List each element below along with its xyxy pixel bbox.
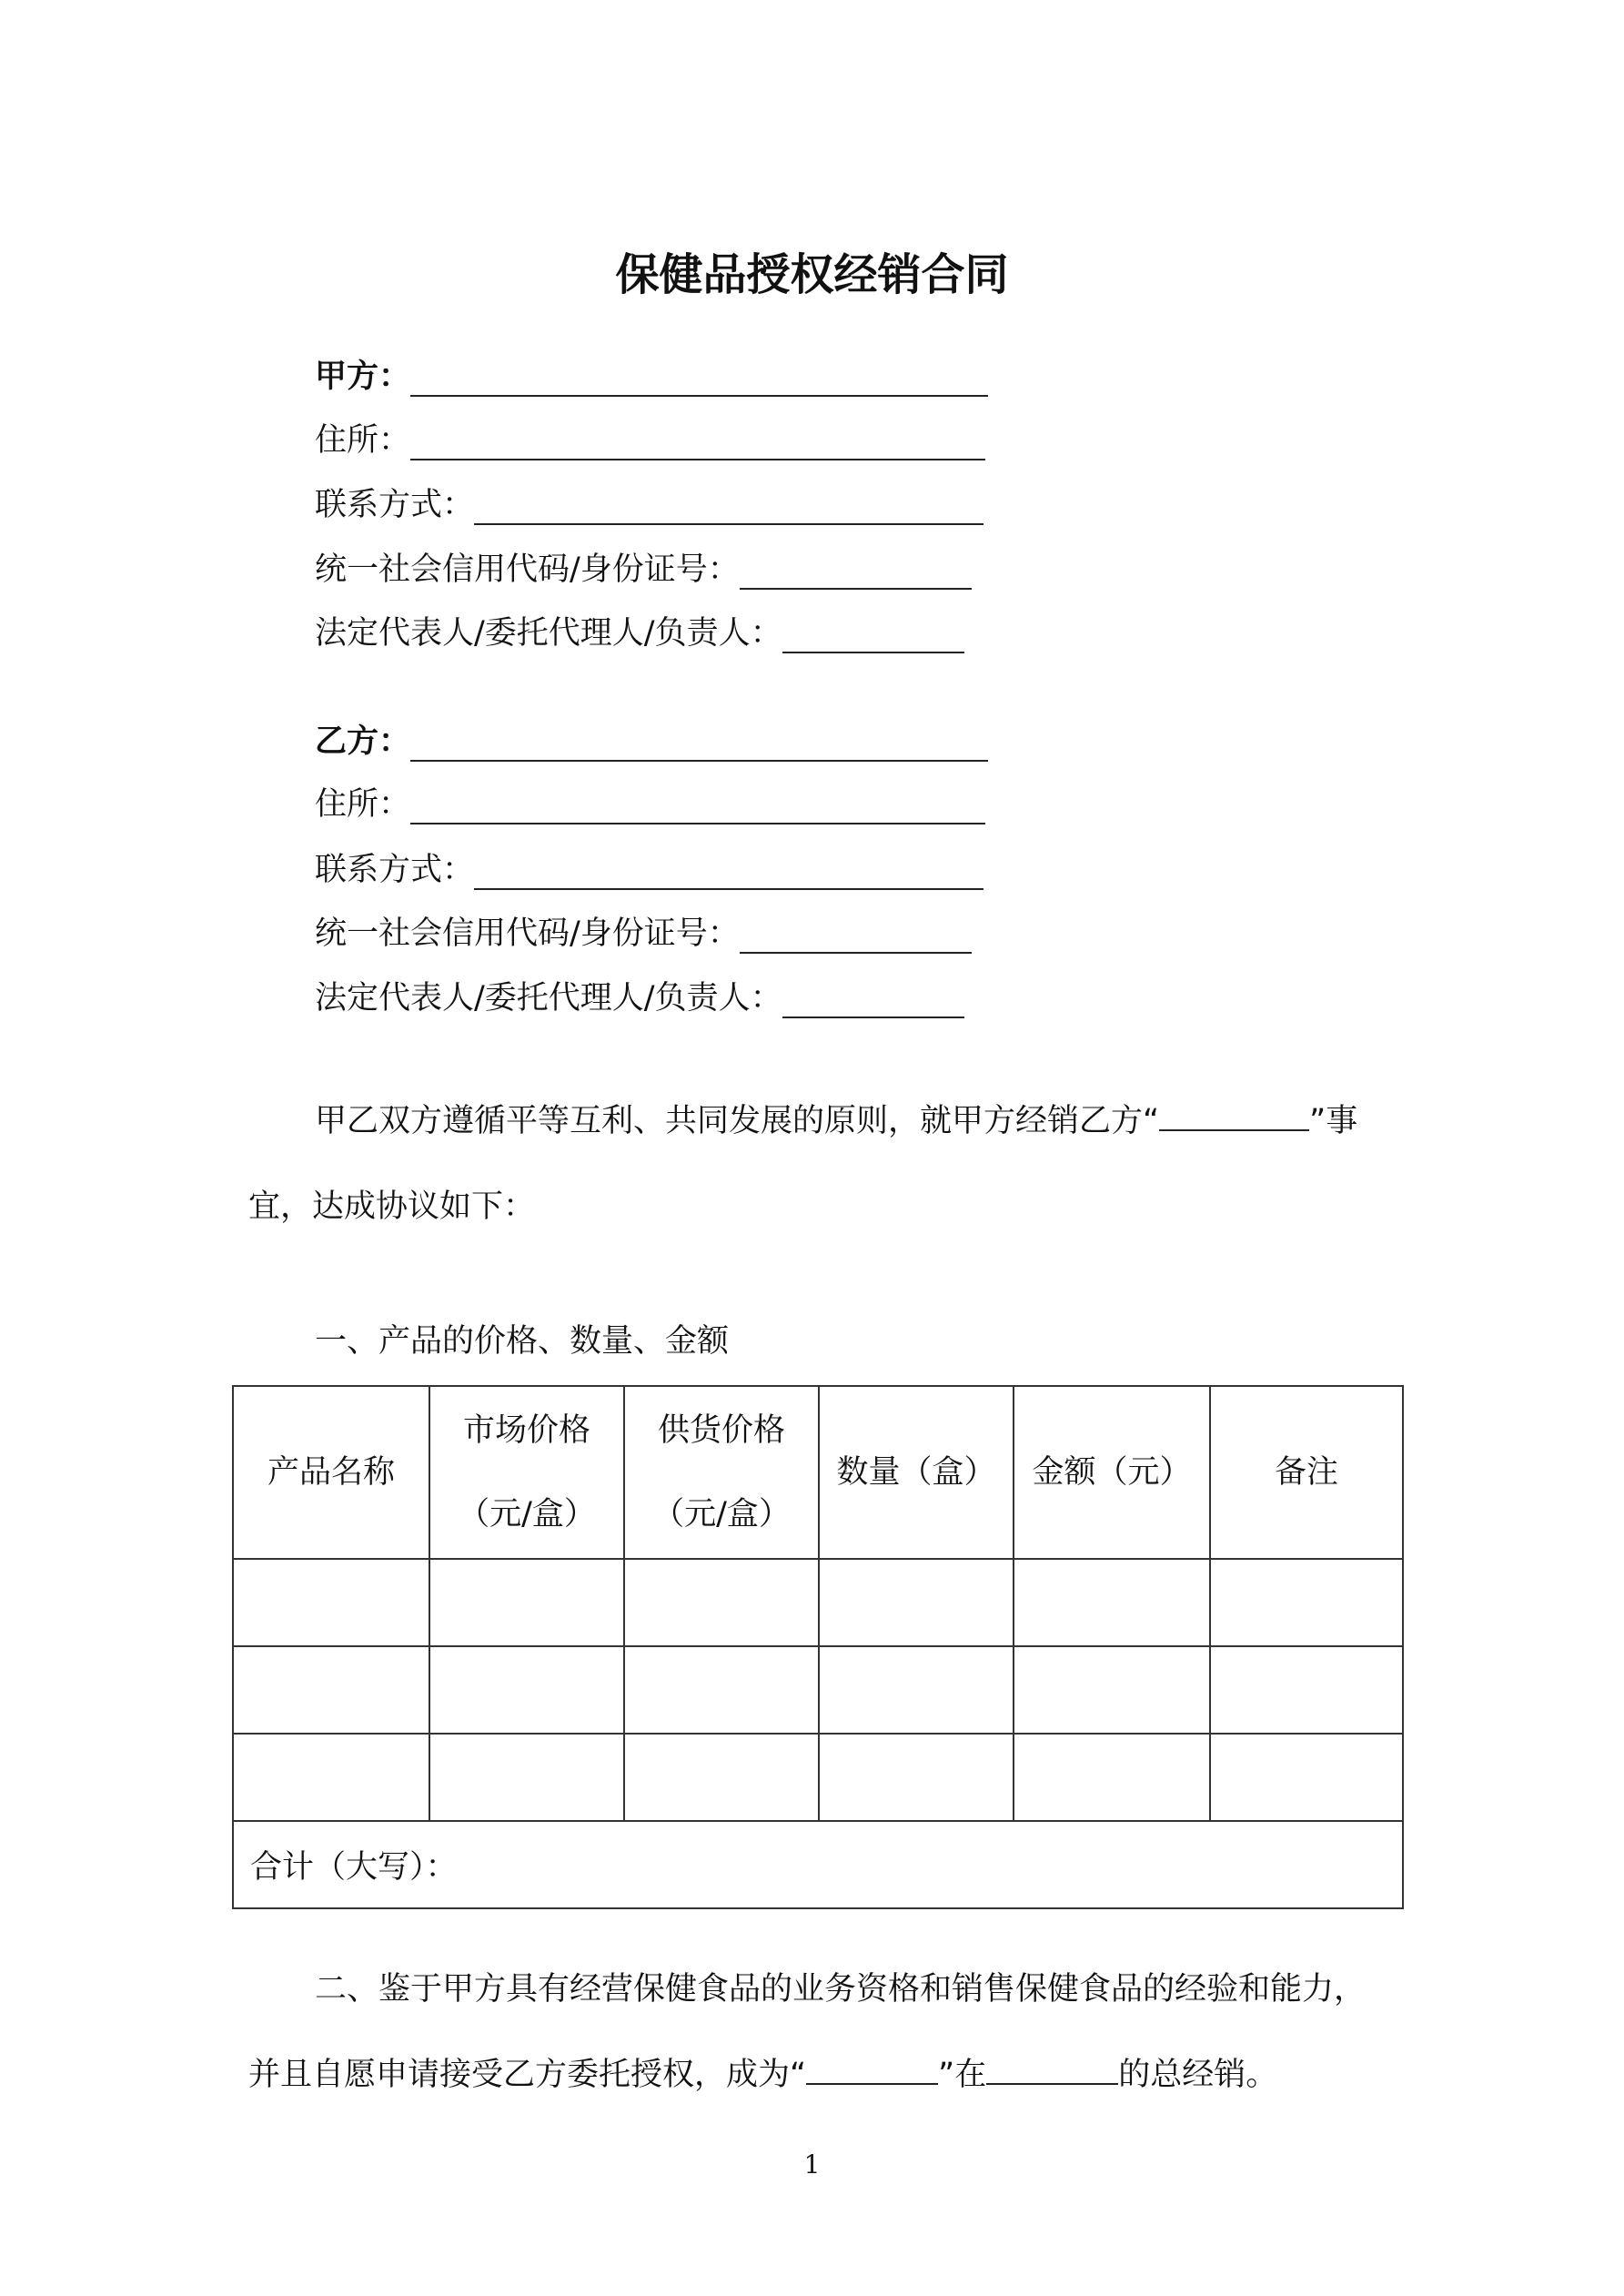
- product-name-blank[interactable]: [1159, 1102, 1309, 1131]
- header-quantity: 数量（盒）: [819, 1386, 1014, 1559]
- header-market-price: 市场价格 （元/盒）: [429, 1386, 624, 1559]
- party-a-contact-field: [315, 485, 983, 525]
- total-label[interactable]: 合计（大写）：: [233, 1821, 1403, 1908]
- party-b-contact-blank[interactable]: [474, 857, 983, 890]
- table-cell[interactable]: [429, 1646, 624, 1734]
- header-product-name: 产品名称: [233, 1386, 429, 1559]
- table-row: [233, 1646, 1403, 1734]
- table-row: [233, 1559, 1403, 1646]
- table-cell[interactable]: [233, 1734, 429, 1821]
- rep-label: 法定代表人/委托代理人/负责人：: [315, 615, 782, 652]
- party-a-address-field: [315, 420, 985, 460]
- table-row: [233, 1734, 1403, 1821]
- document-title: 保健品授权经销合同: [615, 249, 1009, 300]
- table-cell[interactable]: [1014, 1734, 1210, 1821]
- party-b-name-blank[interactable]: [410, 729, 988, 762]
- address-label: 住所：: [315, 422, 411, 459]
- intro-text: 甲乙双方遵循平等互利、共同发展的原则，就甲方经销乙方“: [315, 1103, 1160, 1139]
- id-label: 统一社会信用代码/身份证号：: [315, 551, 740, 588]
- party-a-rep-blank[interactable]: [782, 621, 964, 653]
- section-1-title: 一、产品的价格、数量、金额: [315, 1323, 730, 1360]
- rep-label: 法定代表人/委托代理人/负责人：: [315, 980, 782, 1017]
- distributor-product-blank[interactable]: [806, 2056, 938, 2085]
- party-a-id-field: [315, 550, 972, 590]
- page-number: 1: [803, 2149, 821, 2180]
- product-table: [232, 1385, 1404, 1909]
- table-cell[interactable]: [1210, 1734, 1403, 1821]
- party-a-label: 甲方：: [315, 359, 411, 395]
- party-b-id-blank[interactable]: [740, 921, 972, 954]
- table-cell[interactable]: [624, 1559, 819, 1646]
- intro-line-2: 宜，达成协议如下：: [248, 1188, 536, 1225]
- intro-line-1: [315, 1101, 1357, 1141]
- table-cell[interactable]: [233, 1559, 429, 1646]
- party-b-rep-blank[interactable]: [782, 986, 964, 1018]
- party-a-name-blank[interactable]: [410, 364, 988, 397]
- party-b-label: 乙方：: [315, 723, 411, 760]
- table-cell[interactable]: [1210, 1559, 1403, 1646]
- section-2-line-2: [248, 2055, 1277, 2095]
- header-amount: 金额（元）: [1014, 1386, 1210, 1559]
- party-a-name-field: [315, 357, 988, 397]
- table-cell[interactable]: [819, 1559, 1014, 1646]
- party-b-id-field: [315, 914, 972, 954]
- party-b-address-blank[interactable]: [410, 792, 985, 824]
- party-a-id-blank[interactable]: [740, 557, 972, 590]
- table-cell[interactable]: [819, 1734, 1014, 1821]
- table-cell[interactable]: [1014, 1646, 1210, 1734]
- table-cell[interactable]: [429, 1559, 624, 1646]
- party-b-rep-field: [315, 978, 964, 1018]
- intro-text-end: ”事: [1309, 1103, 1358, 1139]
- party-b-name-field: [315, 722, 988, 762]
- party-a-rep-field: [315, 613, 964, 653]
- section-2-text-mid: ”在: [938, 2057, 987, 2093]
- header-supply-price: 供货价格 （元/盒）: [624, 1386, 819, 1559]
- table-cell[interactable]: [233, 1646, 429, 1734]
- table-cell[interactable]: [429, 1734, 624, 1821]
- section-2-text-end: 的总经销。: [1118, 2057, 1278, 2093]
- contact-label: 联系方式：: [315, 852, 475, 888]
- header-remarks: 备注: [1210, 1386, 1403, 1559]
- contact-label: 联系方式：: [315, 487, 475, 523]
- address-label: 住所：: [315, 786, 411, 823]
- table-cell[interactable]: [1014, 1559, 1210, 1646]
- table-total-row: [233, 1821, 1403, 1908]
- section-2-text: 并且自愿申请接受乙方委托授权，成为“: [248, 2057, 807, 2093]
- party-b-address-field: [315, 784, 985, 824]
- party-a-address-blank[interactable]: [410, 428, 985, 460]
- table-header-row: [233, 1386, 1403, 1559]
- party-a-contact-blank[interactable]: [474, 492, 983, 525]
- id-label: 统一社会信用代码/身份证号：: [315, 915, 740, 952]
- region-blank[interactable]: [986, 2056, 1118, 2085]
- table-cell[interactable]: [1210, 1646, 1403, 1734]
- party-b-contact-field: [315, 850, 983, 890]
- table-cell[interactable]: [624, 1734, 819, 1821]
- table-cell[interactable]: [624, 1646, 819, 1734]
- table-cell[interactable]: [819, 1646, 1014, 1734]
- section-2-line-1: 二、鉴于甲方具有经营保健食品的业务资格和销售保健食品的经验和能力，: [315, 1971, 1367, 2008]
